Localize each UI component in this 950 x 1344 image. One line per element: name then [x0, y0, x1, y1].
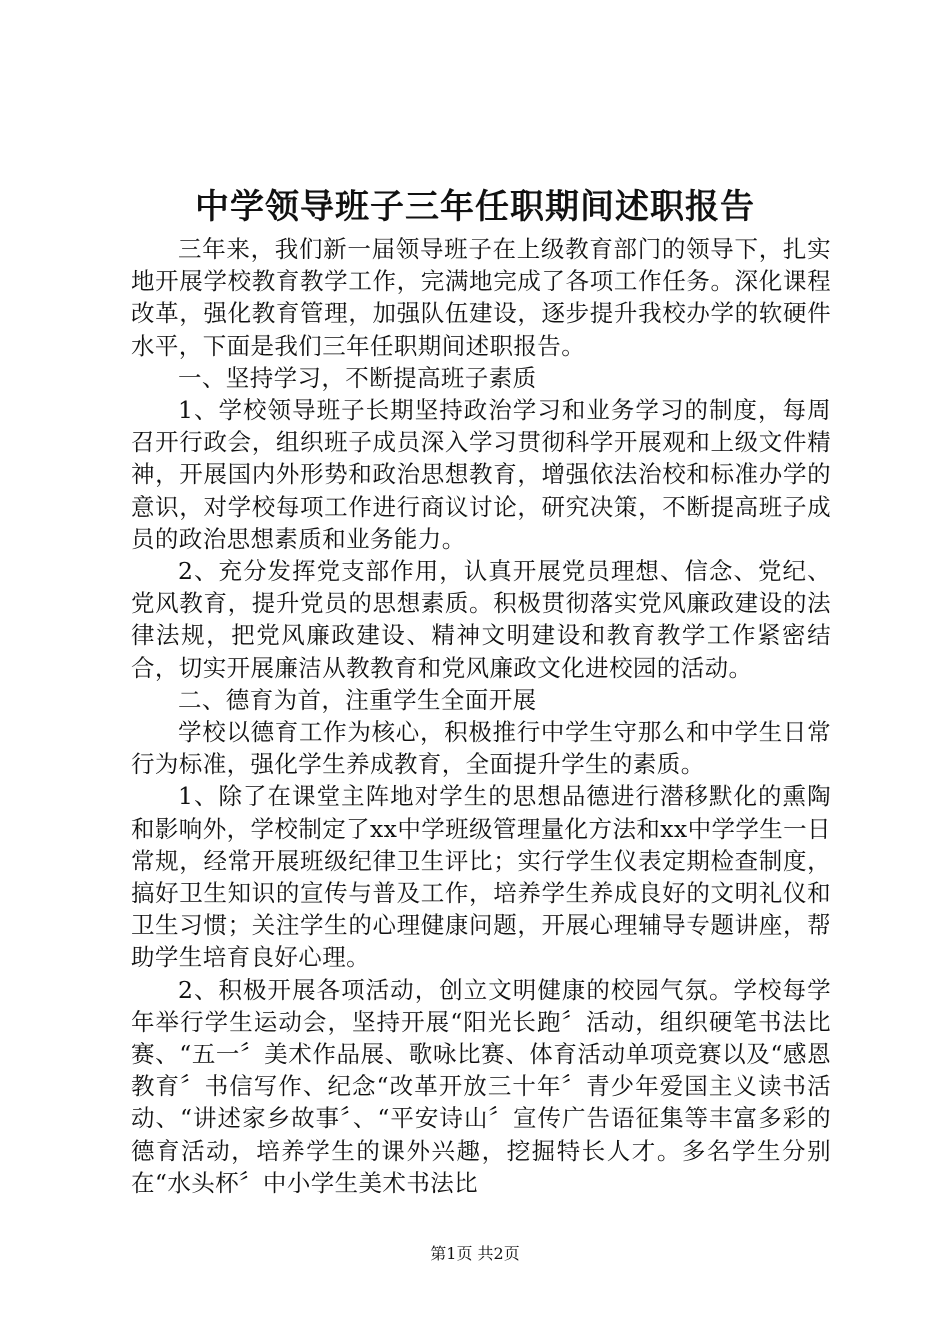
paragraph-1-1: 1、学校领导班子长期坚持政治学习和业务学习的制度，每周召开行政会，组织班子成员深入学习贯彻科学开展观和上级文件精神，开展国内外形势和政治思想教育，增强依法治校和标准办学的意识，对学校每项工作进行商议讨论，研究决策，不断提高班子成员的政治思想素质和业务能力。: [131, 396, 831, 553]
paragraph-2-2: 2、积极开展各项活动，创立文明健康的校园气氛。学校每学年举行学生运动会，坚持开展“阳光长跑〞活动，组织硬笔书法比赛、“五一〞美术作品展、歌咏比赛、体育活动单项竞赛以及“感恩教育〞书信写作、纪念“改革开放三十年〞青少年爱国主义读书活动、“讲述家乡故事〞、“平安诗山〞宣传广告语征集等丰富多彩的德育活动，培养学生的课外兴趣，挖掘特长人才。多名学生分别在“水头杯〞中小学生美术书法比: [131, 975, 831, 1197]
page-footer: 第1页 共2页: [430, 1244, 520, 1263]
paragraph-intro: 三年来，我们新一届领导班子在上级教育部门的领导下，扎实地开展学校教育教学工作，完满地完成了各项工作任务。深化课程改革，强化教育管理，加强队伍建设，逐步提升我校办学的软硬件水平，下面是我们三年任职期间述职报告。: [131, 235, 831, 360]
section-heading-2: 二、德育为首，注重学生全面开展: [178, 685, 537, 714]
document-body: [131, 233, 831, 1199]
paragraph-2-1: 1、除了在课堂主阵地对学生的思想品德进行潜移默化的熏陶和影响外，学校制定了xx中学班级管理量化方法和xx中学学生一日常规，经常开展班级纪律卫生评比；实行学生仪表定期检查制度，搞好卫生知识的宣传与普及工作，培养学生养成良好的文明礼仪和卫生习惯；关注学生的心理健康问题，开展心理辅导专题讲座，帮助学生培育良好心理。: [131, 782, 831, 972]
paragraph-1-2: 2、充分发挥党支部作用，认真开展党员理想、信念、党纪、党风教育，提升党员的思想素质。积极贯彻落实党风廉政建设的法律法规，把党风廉政建设、精神文明建设和教育教学工作紧密结合，切实开展廉洁从教教育和党风廉政文化进校园的活动。: [131, 557, 831, 682]
paragraph-2-intro: 学校以德育工作为核心，积极推行中学生守那么和中学生日常行为标准，强化学生养成教育，全面提升学生的素质。: [131, 718, 831, 779]
section-heading-1: 一、坚持学习，不断提高班子素质: [178, 363, 537, 392]
page-title: 中学领导班子三年任职期间述职报告: [195, 187, 755, 227]
